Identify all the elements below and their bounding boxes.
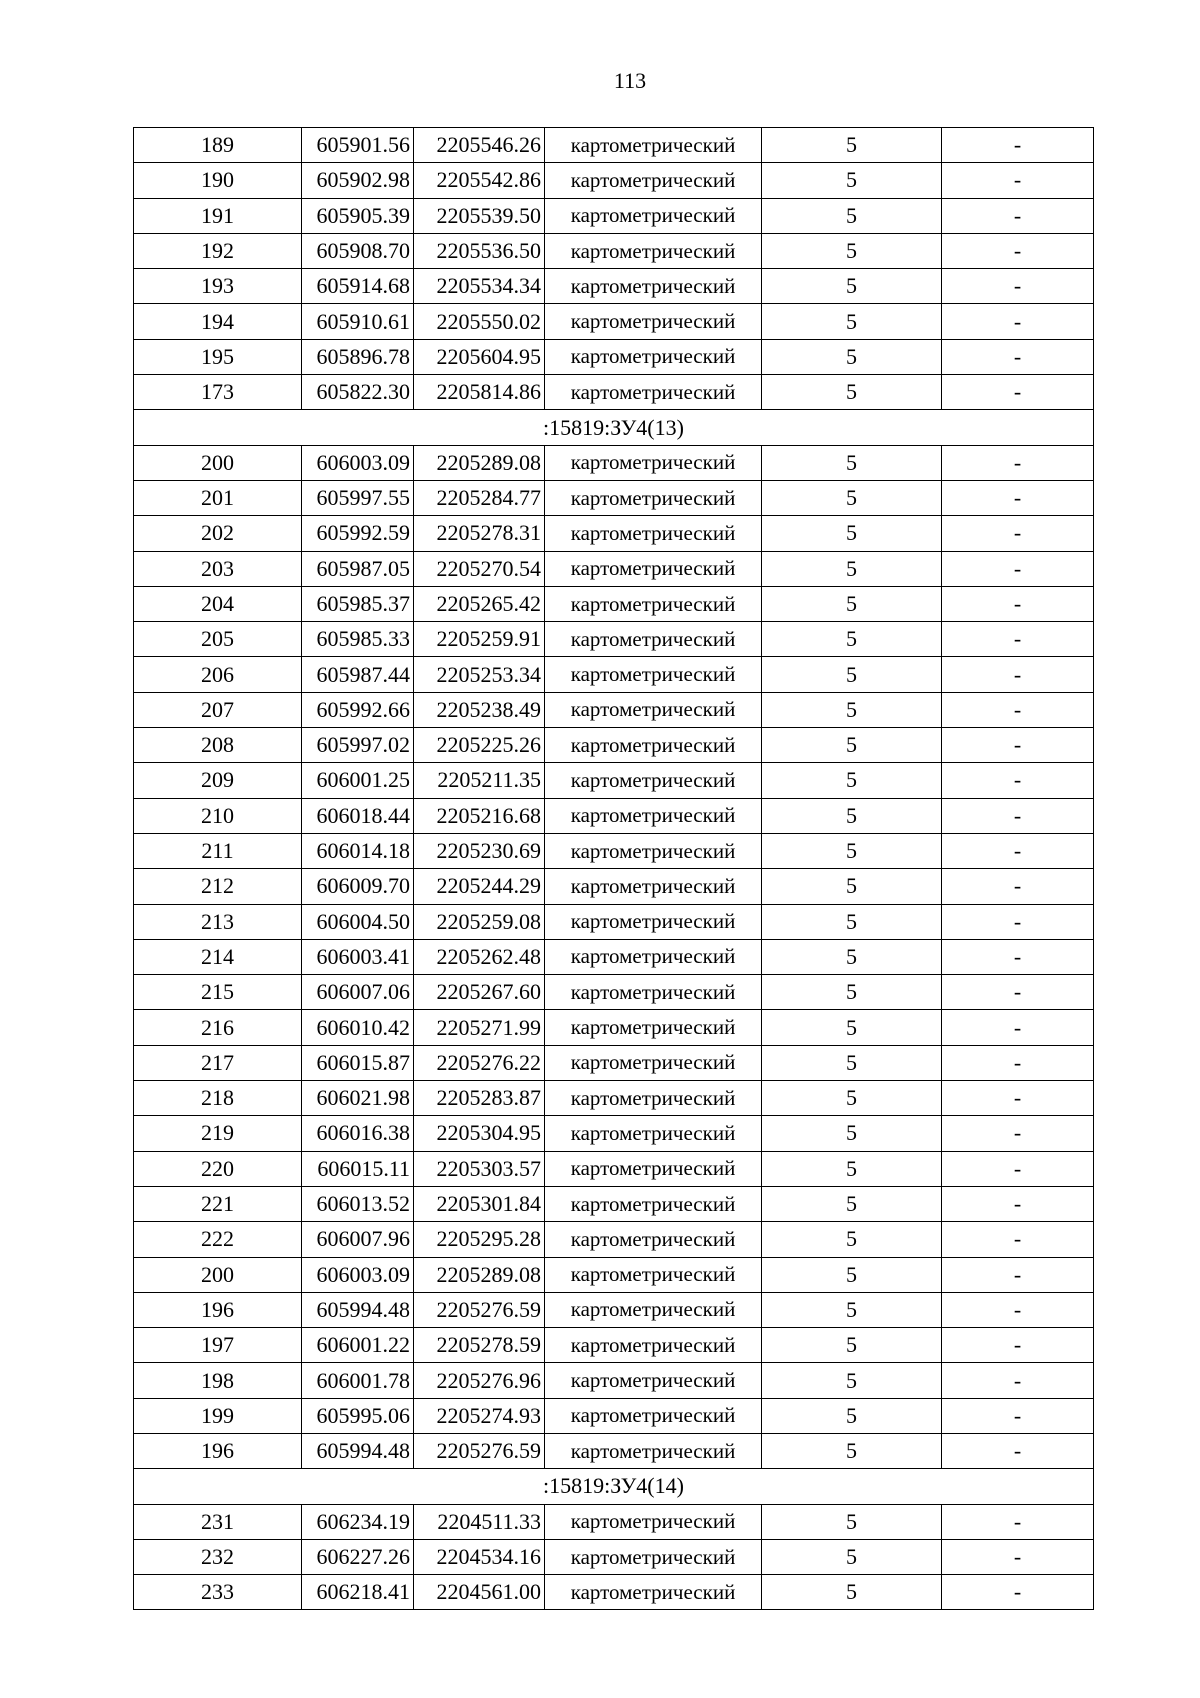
dash-cell: -	[942, 1257, 1094, 1292]
point-number-cell: 202	[134, 516, 302, 551]
y-coordinate-cell: 2205230.69	[414, 833, 545, 868]
table-row	[134, 586, 1094, 621]
point-number-cell: 200	[134, 1257, 302, 1292]
table-row	[134, 1539, 1094, 1574]
table-row	[134, 1504, 1094, 1539]
y-coordinate-cell: 2205216.68	[414, 798, 545, 833]
table-row	[134, 1575, 1094, 1610]
y-coordinate-cell: 2205276.22	[414, 1045, 545, 1080]
y-coordinate-cell: 2205539.50	[414, 198, 545, 233]
dash-cell: -	[942, 1186, 1094, 1221]
dash-cell: -	[942, 516, 1094, 551]
point-number-cell: 198	[134, 1363, 302, 1398]
method-cell: картометрический	[545, 1222, 762, 1257]
table-row	[134, 1151, 1094, 1186]
accuracy-cell: 5	[762, 128, 942, 163]
dash-cell: -	[942, 339, 1094, 374]
method-cell: картометрический	[545, 269, 762, 304]
method-cell: картометрический	[545, 763, 762, 798]
x-coordinate-cell: 605910.61	[302, 304, 414, 339]
accuracy-cell: 5	[762, 445, 942, 480]
point-number-cell: 191	[134, 198, 302, 233]
table-row	[134, 269, 1094, 304]
accuracy-cell: 5	[762, 1045, 942, 1080]
x-coordinate-cell: 605902.98	[302, 163, 414, 198]
point-number-cell: 217	[134, 1045, 302, 1080]
table-row	[134, 1045, 1094, 1080]
table-row	[134, 1398, 1094, 1433]
dash-cell: -	[942, 1504, 1094, 1539]
dash-cell: -	[942, 586, 1094, 621]
y-coordinate-cell: 2205550.02	[414, 304, 545, 339]
dash-cell: -	[942, 1116, 1094, 1151]
x-coordinate-cell: 605997.02	[302, 728, 414, 763]
accuracy-cell: 5	[762, 869, 942, 904]
method-cell: картометрический	[545, 1328, 762, 1363]
table-row	[134, 904, 1094, 939]
point-number-cell: 215	[134, 975, 302, 1010]
dash-cell: -	[942, 1292, 1094, 1327]
dash-cell: -	[942, 622, 1094, 657]
method-cell: картометрический	[545, 1257, 762, 1292]
section-heading-row	[134, 410, 1094, 445]
x-coordinate-cell: 606007.96	[302, 1222, 414, 1257]
method-cell: картометрический	[545, 128, 762, 163]
method-cell: картометрический	[545, 1575, 762, 1610]
y-coordinate-cell: 2205270.54	[414, 551, 545, 586]
x-coordinate-cell: 606001.78	[302, 1363, 414, 1398]
x-coordinate-cell: 605987.44	[302, 657, 414, 692]
accuracy-cell: 5	[762, 586, 942, 621]
x-coordinate-cell: 605994.48	[302, 1292, 414, 1327]
dash-cell: -	[942, 269, 1094, 304]
accuracy-cell: 5	[762, 1398, 942, 1433]
dash-cell: -	[942, 1398, 1094, 1433]
x-coordinate-cell: 606001.25	[302, 763, 414, 798]
method-cell: картометрический	[545, 904, 762, 939]
table-row	[134, 939, 1094, 974]
accuracy-cell: 5	[762, 657, 942, 692]
y-coordinate-cell: 2205259.08	[414, 904, 545, 939]
x-coordinate-cell: 606007.06	[302, 975, 414, 1010]
table-row	[134, 198, 1094, 233]
x-coordinate-cell: 606003.09	[302, 445, 414, 480]
point-number-cell: 220	[134, 1151, 302, 1186]
point-number-cell: 189	[134, 128, 302, 163]
point-number-cell: 207	[134, 692, 302, 727]
dash-cell: -	[942, 551, 1094, 586]
coordinates-table-body	[134, 128, 1094, 1610]
y-coordinate-cell: 2205278.31	[414, 516, 545, 551]
method-cell: картометрический	[545, 1045, 762, 1080]
method-cell: картометрический	[545, 692, 762, 727]
point-number-cell: 216	[134, 1010, 302, 1045]
method-cell: картометрический	[545, 728, 762, 763]
point-number-cell: 173	[134, 375, 302, 410]
x-coordinate-cell: 606004.50	[302, 904, 414, 939]
dash-cell: -	[942, 798, 1094, 833]
table-row	[134, 304, 1094, 339]
accuracy-cell: 5	[762, 622, 942, 657]
table-row	[134, 763, 1094, 798]
method-cell: картометрический	[545, 1504, 762, 1539]
x-coordinate-cell: 605905.39	[302, 198, 414, 233]
point-number-cell: 194	[134, 304, 302, 339]
x-coordinate-cell: 606003.41	[302, 939, 414, 974]
dash-cell: -	[942, 304, 1094, 339]
y-coordinate-cell: 2205276.96	[414, 1363, 545, 1398]
y-coordinate-cell: 2205534.34	[414, 269, 545, 304]
accuracy-cell: 5	[762, 1116, 942, 1151]
method-cell: картометрический	[545, 622, 762, 657]
method-cell: картометрический	[545, 1363, 762, 1398]
table-row	[134, 1010, 1094, 1045]
x-coordinate-cell: 606009.70	[302, 869, 414, 904]
accuracy-cell: 5	[762, 1222, 942, 1257]
method-cell: картометрический	[545, 1116, 762, 1151]
point-number-cell: 201	[134, 480, 302, 515]
y-coordinate-cell: 2205546.26	[414, 128, 545, 163]
method-cell: картометрический	[545, 975, 762, 1010]
x-coordinate-cell: 605985.37	[302, 586, 414, 621]
table-row	[134, 1433, 1094, 1468]
dash-cell: -	[942, 833, 1094, 868]
table-row	[134, 1292, 1094, 1327]
dash-cell: -	[942, 445, 1094, 480]
point-number-cell: 214	[134, 939, 302, 974]
table-row	[134, 1222, 1094, 1257]
dash-cell: -	[942, 975, 1094, 1010]
dash-cell: -	[942, 692, 1094, 727]
method-cell: картометрический	[545, 1081, 762, 1116]
point-number-cell: 195	[134, 339, 302, 374]
dash-cell: -	[942, 1433, 1094, 1468]
method-cell: картометрический	[545, 1186, 762, 1221]
y-coordinate-cell: 2205276.59	[414, 1292, 545, 1327]
y-coordinate-cell: 2205262.48	[414, 939, 545, 974]
method-cell: картометрический	[545, 586, 762, 621]
method-cell: картометрический	[545, 233, 762, 268]
table-row	[134, 445, 1094, 480]
dash-cell: -	[942, 480, 1094, 515]
y-coordinate-cell: 2205276.59	[414, 1433, 545, 1468]
section-heading: :15819:ЗУ4(14)	[134, 1469, 1094, 1504]
accuracy-cell: 5	[762, 763, 942, 798]
x-coordinate-cell: 606013.52	[302, 1186, 414, 1221]
y-coordinate-cell: 2205536.50	[414, 233, 545, 268]
x-coordinate-cell: 606015.11	[302, 1151, 414, 1186]
accuracy-cell: 5	[762, 1363, 942, 1398]
method-cell: картометрический	[545, 445, 762, 480]
point-number-cell: 232	[134, 1539, 302, 1574]
table-row	[134, 1081, 1094, 1116]
accuracy-cell: 5	[762, 1010, 942, 1045]
accuracy-cell: 5	[762, 1504, 942, 1539]
point-number-cell: 197	[134, 1328, 302, 1363]
coordinates-table	[133, 127, 1094, 1610]
dash-cell: -	[942, 375, 1094, 410]
point-number-cell: 204	[134, 586, 302, 621]
dash-cell: -	[942, 233, 1094, 268]
accuracy-cell: 5	[762, 551, 942, 586]
accuracy-cell: 5	[762, 198, 942, 233]
table-row	[134, 339, 1094, 374]
x-coordinate-cell: 605992.59	[302, 516, 414, 551]
accuracy-cell: 5	[762, 1257, 942, 1292]
y-coordinate-cell: 2205265.42	[414, 586, 545, 621]
dash-cell: -	[942, 763, 1094, 798]
point-number-cell: 193	[134, 269, 302, 304]
x-coordinate-cell: 605896.78	[302, 339, 414, 374]
section-heading: :15819:ЗУ4(13)	[134, 410, 1094, 445]
point-number-cell: 219	[134, 1116, 302, 1151]
y-coordinate-cell: 2205274.93	[414, 1398, 545, 1433]
table-row	[134, 516, 1094, 551]
dash-cell: -	[942, 728, 1094, 763]
accuracy-cell: 5	[762, 798, 942, 833]
x-coordinate-cell: 606003.09	[302, 1257, 414, 1292]
x-coordinate-cell: 605901.56	[302, 128, 414, 163]
x-coordinate-cell: 605987.05	[302, 551, 414, 586]
method-cell: картометрический	[545, 339, 762, 374]
table-row	[134, 128, 1094, 163]
method-cell: картометрический	[545, 516, 762, 551]
y-coordinate-cell: 2205271.99	[414, 1010, 545, 1045]
accuracy-cell: 5	[762, 1186, 942, 1221]
method-cell: картометрический	[545, 163, 762, 198]
x-coordinate-cell: 605908.70	[302, 233, 414, 268]
x-coordinate-cell: 605997.55	[302, 480, 414, 515]
y-coordinate-cell: 2205238.49	[414, 692, 545, 727]
point-number-cell: 196	[134, 1433, 302, 1468]
x-coordinate-cell: 606021.98	[302, 1081, 414, 1116]
accuracy-cell: 5	[762, 163, 942, 198]
accuracy-cell: 5	[762, 1433, 942, 1468]
point-number-cell: 203	[134, 551, 302, 586]
y-coordinate-cell: 2205301.84	[414, 1186, 545, 1221]
dash-cell: -	[942, 939, 1094, 974]
x-coordinate-cell: 605822.30	[302, 375, 414, 410]
y-coordinate-cell: 2205303.57	[414, 1151, 545, 1186]
y-coordinate-cell: 2204511.33	[414, 1504, 545, 1539]
x-coordinate-cell: 606018.44	[302, 798, 414, 833]
dash-cell: -	[942, 198, 1094, 233]
point-number-cell: 218	[134, 1081, 302, 1116]
y-coordinate-cell: 2204561.00	[414, 1575, 545, 1610]
table-row	[134, 1328, 1094, 1363]
y-coordinate-cell: 2205267.60	[414, 975, 545, 1010]
point-number-cell: 212	[134, 869, 302, 904]
table-row	[134, 233, 1094, 268]
table-row	[134, 1257, 1094, 1292]
method-cell: картометрический	[545, 1539, 762, 1574]
table-row	[134, 375, 1094, 410]
method-cell: картометрический	[545, 869, 762, 904]
accuracy-cell: 5	[762, 480, 942, 515]
accuracy-cell: 5	[762, 1328, 942, 1363]
point-number-cell: 233	[134, 1575, 302, 1610]
x-coordinate-cell: 606218.41	[302, 1575, 414, 1610]
point-number-cell: 200	[134, 445, 302, 480]
y-coordinate-cell: 2205253.34	[414, 657, 545, 692]
dash-cell: -	[942, 1222, 1094, 1257]
table-row	[134, 480, 1094, 515]
y-coordinate-cell: 2205225.26	[414, 728, 545, 763]
dash-cell: -	[942, 1539, 1094, 1574]
method-cell: картометрический	[545, 198, 762, 233]
method-cell: картометрический	[545, 1292, 762, 1327]
method-cell: картометрический	[545, 551, 762, 586]
x-coordinate-cell: 605985.33	[302, 622, 414, 657]
accuracy-cell: 5	[762, 833, 942, 868]
accuracy-cell: 5	[762, 728, 942, 763]
x-coordinate-cell: 605914.68	[302, 269, 414, 304]
dash-cell: -	[942, 904, 1094, 939]
accuracy-cell: 5	[762, 692, 942, 727]
accuracy-cell: 5	[762, 516, 942, 551]
y-coordinate-cell: 2205278.59	[414, 1328, 545, 1363]
y-coordinate-cell: 2204534.16	[414, 1539, 545, 1574]
y-coordinate-cell: 2205259.91	[414, 622, 545, 657]
accuracy-cell: 5	[762, 1081, 942, 1116]
method-cell: картометрический	[545, 657, 762, 692]
method-cell: картометрический	[545, 1010, 762, 1045]
dash-cell: -	[942, 1328, 1094, 1363]
page-number: 113	[613, 68, 647, 93]
x-coordinate-cell: 606015.87	[302, 1045, 414, 1080]
accuracy-cell: 5	[762, 1151, 942, 1186]
method-cell: картометрический	[545, 1398, 762, 1433]
table-row	[134, 551, 1094, 586]
dash-cell: -	[942, 657, 1094, 692]
table-row	[134, 728, 1094, 763]
dash-cell: -	[942, 1045, 1094, 1080]
table-row	[134, 975, 1094, 1010]
method-cell: картометрический	[545, 1433, 762, 1468]
accuracy-cell: 5	[762, 304, 942, 339]
table-row	[134, 869, 1094, 904]
y-coordinate-cell: 2205814.86	[414, 375, 545, 410]
y-coordinate-cell: 2205289.08	[414, 1257, 545, 1292]
point-number-cell: 222	[134, 1222, 302, 1257]
x-coordinate-cell: 606001.22	[302, 1328, 414, 1363]
table-row	[134, 163, 1094, 198]
x-coordinate-cell: 605994.48	[302, 1433, 414, 1468]
section-heading-row	[134, 1469, 1094, 1504]
accuracy-cell: 5	[762, 375, 942, 410]
point-number-cell: 205	[134, 622, 302, 657]
y-coordinate-cell: 2205211.35	[414, 763, 545, 798]
accuracy-cell: 5	[762, 939, 942, 974]
accuracy-cell: 5	[762, 233, 942, 268]
dash-cell: -	[942, 1081, 1094, 1116]
dash-cell: -	[942, 128, 1094, 163]
x-coordinate-cell: 606016.38	[302, 1116, 414, 1151]
y-coordinate-cell: 2205295.28	[414, 1222, 545, 1257]
method-cell: картометрический	[545, 304, 762, 339]
x-coordinate-cell: 606227.26	[302, 1539, 414, 1574]
method-cell: картометрический	[545, 1151, 762, 1186]
x-coordinate-cell: 606014.18	[302, 833, 414, 868]
y-coordinate-cell: 2205604.95	[414, 339, 545, 374]
method-cell: картометрический	[545, 939, 762, 974]
table-row	[134, 1116, 1094, 1151]
table-row	[134, 622, 1094, 657]
dash-cell: -	[942, 1363, 1094, 1398]
point-number-cell: 231	[134, 1504, 302, 1539]
dash-cell: -	[942, 1575, 1094, 1610]
point-number-cell: 209	[134, 763, 302, 798]
y-coordinate-cell: 2205284.77	[414, 480, 545, 515]
point-number-cell: 213	[134, 904, 302, 939]
accuracy-cell: 5	[762, 1539, 942, 1574]
y-coordinate-cell: 2205244.29	[414, 869, 545, 904]
x-coordinate-cell: 605992.66	[302, 692, 414, 727]
method-cell: картометрический	[545, 375, 762, 410]
table-row	[134, 1186, 1094, 1221]
point-number-cell: 190	[134, 163, 302, 198]
table-row	[134, 833, 1094, 868]
x-coordinate-cell: 606234.19	[302, 1504, 414, 1539]
accuracy-cell: 5	[762, 975, 942, 1010]
dash-cell: -	[942, 1151, 1094, 1186]
point-number-cell: 206	[134, 657, 302, 692]
y-coordinate-cell: 2205283.87	[414, 1081, 545, 1116]
dash-cell: -	[942, 163, 1094, 198]
method-cell: картометрический	[545, 480, 762, 515]
point-number-cell: 196	[134, 1292, 302, 1327]
y-coordinate-cell: 2205304.95	[414, 1116, 545, 1151]
accuracy-cell: 5	[762, 1292, 942, 1327]
table-row	[134, 798, 1094, 833]
accuracy-cell: 5	[762, 339, 942, 374]
method-cell: картометрический	[545, 798, 762, 833]
y-coordinate-cell: 2205542.86	[414, 163, 545, 198]
dash-cell: -	[942, 1010, 1094, 1045]
accuracy-cell: 5	[762, 904, 942, 939]
table-row	[134, 692, 1094, 727]
point-number-cell: 211	[134, 833, 302, 868]
method-cell: картометрический	[545, 833, 762, 868]
x-coordinate-cell: 605995.06	[302, 1398, 414, 1433]
table-row	[134, 1363, 1094, 1398]
point-number-cell: 210	[134, 798, 302, 833]
point-number-cell: 199	[134, 1398, 302, 1433]
point-number-cell: 221	[134, 1186, 302, 1221]
table-row	[134, 657, 1094, 692]
accuracy-cell: 5	[762, 1575, 942, 1610]
dash-cell: -	[942, 869, 1094, 904]
point-number-cell: 192	[134, 233, 302, 268]
y-coordinate-cell: 2205289.08	[414, 445, 545, 480]
x-coordinate-cell: 606010.42	[302, 1010, 414, 1045]
point-number-cell: 208	[134, 728, 302, 763]
accuracy-cell: 5	[762, 269, 942, 304]
